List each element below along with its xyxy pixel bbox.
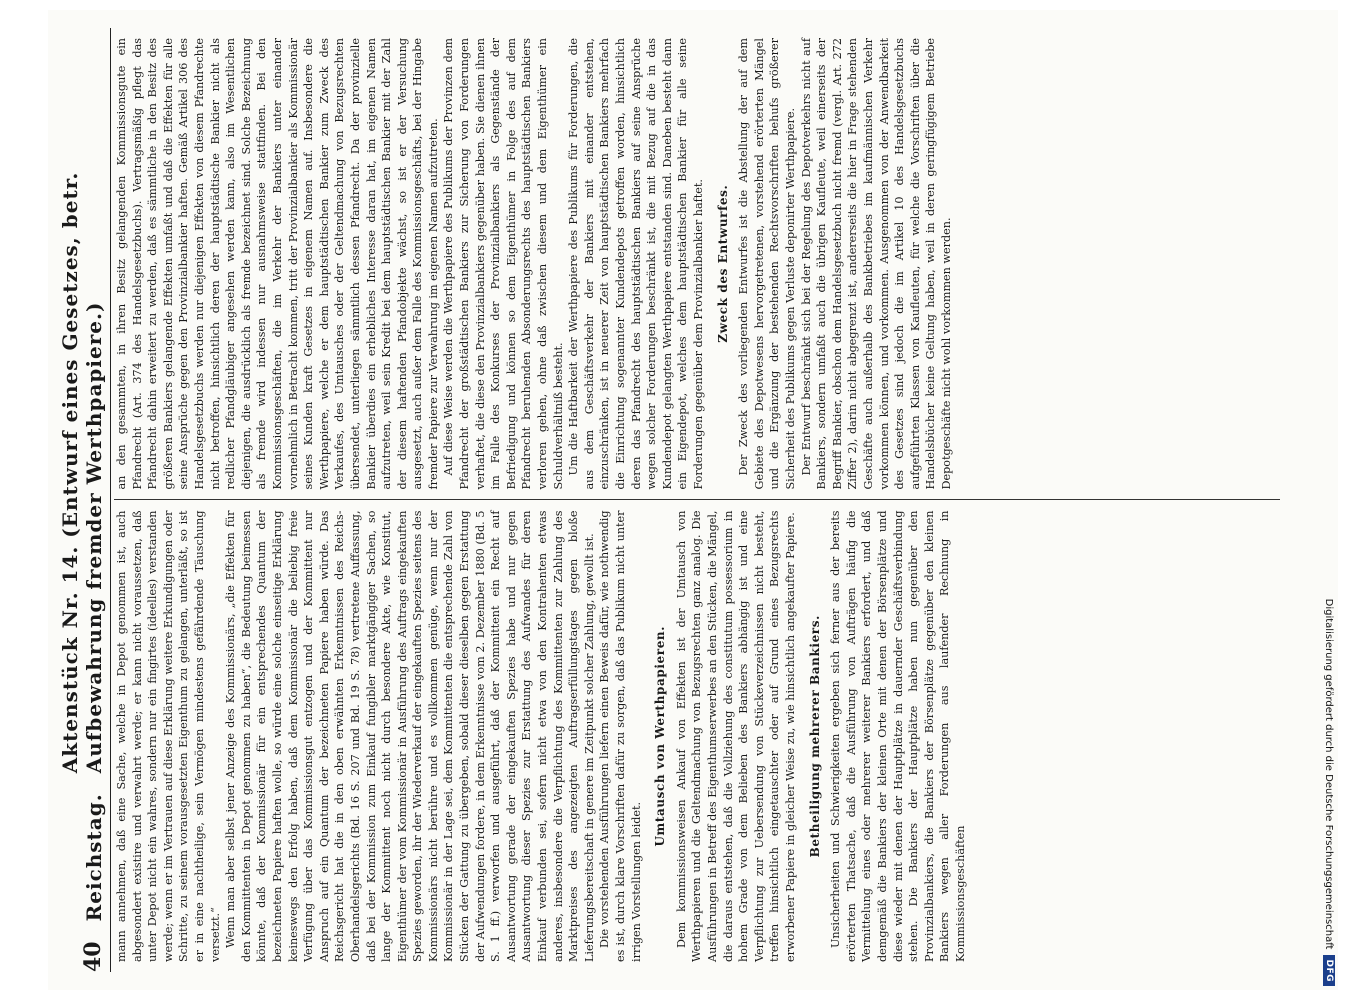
section-heading: Betheiligung mehrerer Bankiers. xyxy=(807,615,822,858)
page-header xyxy=(54,28,111,972)
document-title: Aktenstück Nr. 14. (Entwurf eines Gesetzes, betr. Aufbewahrung fremder Werthpapiere.) xyxy=(58,171,106,774)
paragraph: Die vorstehenden Ausführungen liefern einen Beweis dafür, wie nothwendig es ist, durch klare Vorschriften dafür zu sorgen, daß das Publikum nicht unter irrigen Vorstellungen leidet. xyxy=(598,510,643,962)
paragraph: Auf diese Weise werden die Werthpapiere des Publikums der Provinzen dem Pfandrecht der großstädtischen Bankiers zur Sicherung von Forderungen verhaftet, die diese den Provinzialbankiers gegenüber haben. Sie dienen ihnen im Falle des Konkurses der Provinzialbankiers als Gegenstände der Befriedigung und können so dem Eigenthümer in Folge des auf dem Pfandrecht beruhenden Absonderungsrechts des hauptstädtischen Bankiers verloren gehen, ohne daß zwischen diesem und dem Eigenthümer ein Schuldverhältniß besteht. xyxy=(442,38,565,490)
paragraph: mann annehmen, daß eine Sache, welche in Depot genommen ist, auch abgesondert existire und verwahrt werde; er kann nicht voraussetzen, daß unter Depot nicht ein wahres, sondern nur ein fingirtes (ideelles) verstanden werde; wenn er im Vertrauen auf diese Erklärung weitere Erkundigungen oder Schritte, zu seinem vorausgesetzten Eigenthum zu gelangen, unterläßt, so ist er in eine nachtheilige, sein Vermögen mindestens gefährdende Täuschung versetzt.“ xyxy=(115,510,222,962)
page-number: 40 xyxy=(80,941,106,972)
section-heading: Umtausch von Werthpapieren. xyxy=(653,625,668,847)
right-column xyxy=(114,28,1280,500)
paragraph: Dem kommissionsweisen Ankauf von Effekten ist der Umtausch von Werthpapieren und die Geltendmachung von Bezugsrechten ganz analog. Die Ausführungen in Betreff des Eigenthumserwerbes an den Stücken, die Mängel, die daraus entstehen, daß die Vollziehung des constitutum possessorium in hohem Grade von dem Belieben des Bankiers abhängig ist und eine Verpflichtung zur Uebersendung von Stückeverzeichnissen nicht besteht, treffen hinsichtlich eingetauschter oder auf Grund eines Bezugsrechts erworbener Papiere in gleicher Weise zu, wie hinsichtlich angekaufter Papiere. xyxy=(674,510,797,962)
digitization-stamp xyxy=(1314,14,1344,986)
text-columns xyxy=(114,28,1280,972)
publication-name: Reichstag. xyxy=(82,793,106,922)
paragraph: Um die Haftbarkeit der Werthpapiere des Publikums für Forderungen, die aus dem Geschäftsverkehr der Bankiers mit einander entstehen, einzuschränken, ist in neuerer Zeit von hauptstädtischen Bankiers mehrfach die Einrichtung sogenannter Kundendepots getroffen worden, hinsichtlich deren das Pfandrecht des hauptstädtischen Bankiers auf seine Ansprüche wegen solcher Forderungen beschränkt ist, die mit Bezug auf die in das Kundendepot gelangten Werthpapiere entstanden sind. Daneben besteht dann ein Eigendepot, welches dem hauptstädtischen Bankier für alle seine Forderungen gegenüber dem Provinzialbankier haftet. xyxy=(567,38,705,490)
rotated-page-content xyxy=(48,10,1288,990)
digitization-stamp-content xyxy=(1314,14,1344,986)
paragraph: Wenn man aber selbst jener Anzeige des Kommissionärs, „die Effekten für den Kommittenten in Depot genommen zu haben“, die Bedeutung beimessen könnte, daß der Kommissionär für ein entsprechendes Quantum der bezeichneten Papiere haften wolle, so würde eine solche einseitige Erklärung keineswegs den Erfolg haben, daß dem Kommissionär die beliebig freie Verfügung über das Kommissionsgut entzogen und der Kommittent nur Anspruch auf ein Quantum der bezeichneten Papiere haben würde. Das Reichsgericht hat die in den oben erwähnten Erkenntnissen des Reichs-Oberhandelsgerichts (Bd. 16 S. 207 und Bd. 19 S. 78) vertretene Auffassung, daß bei der Kommission zum Einkauf fungibler marktgängiger Sachen, so lange der Kommittent noch nicht durch besondere Akte, wie Konstitut, Eigenthümer der vom Kommissionär in Ausführung des Auftrags eingekauften Spezies geworden, ihr der Wiederverkauf der eingekauften Spezies seitens des Kommissionärs nicht berühre und es vollkommen genüge, wenn nur der Kommissionär in der Lage sei, dem Kommittenten die entsprechende Zahl von Stücken der Gattung zu übergeben, sobald dieser dieselben gegen Erstattung der Aufwendungen fordere, in dem Erkenntnisse vom 2. Dezember 1880 (Bd. 5 S. 1 ff.) verworfen und ausgeführt, daß der Kommittent ein Recht auf Ausantwortung gerade der eingekauften Spezies habe und nur gegen Ausantwortung dieser Spezies zur Erstattung des Aufwandes für deren Einkauf verbunden sei, sofern nicht etwa von den Kontrahenten etwas anderes, insbesondere die Verpflichtung des Kommittenten zur Zahlung des Marktpreises des angezeigten Auftragserfüllungstages gegen bloße Lieferungsbereitschaft in genere im Zeitpunkt solcher Zahlung, gewollt ist. xyxy=(224,510,596,962)
scanned-page xyxy=(48,10,1338,990)
paragraph: Unsicherheiten und Schwierigkeiten ergeben sich ferner aus der bereits erörterten Thatsache, daß die Ausführung von Aufträgen häufig die Vermittelung eines oder mehrerer weiterer Bankiers erfordert, und daß demgemäß die Bankiers der kleinen Orte mit denen der Börsenplätze und diese wieder mit denen der Hauptplätze in dauernder Geschäftsverbindung stehen. Die Bankiers der Hauptplätze haben nun gegenüber den Provinzialbankiers, die Bankiers der Börsenplätze gegenüber den kleinen Bankiers wegen aller Forderungen aus laufender Rechnung in Kommissionsgeschäften xyxy=(829,510,967,962)
paragraph: an den gesammten, in ihren Besitz gelangenden Kommissionsgute ein Pfandrecht (Art. 374 des Handelsgesetzbuchs). Vertragsmäßig pflegt das Pfandrecht dahin erweitert zu werden, daß es sämmtliche in den Besitz des größeren Bankiers gelangende Effekten umfaßt und daß die Effekten für alle seine Ansprüche gegen den Provinzialbankier haften. Gemäß Artikel 306 des Handelsgesetzbuchs werden nur diejenigen Effekten von diesem Pfandrechte nicht betroffen, hinsichtlich deren der hauptstädtische Bankier nicht als redlicher Pfandgläubiger angesehen werden kann, also im Wesentlichen diejenigen, die ausdrücklich als fremde bezeichnet sind. Solche Bezeichnung als fremde wird indessen nur ausnahmsweise stattfinden. Bei den Kommissionsgeschäften, die im Verkehr der Bankiers unter einander vornehmlich in Betracht kommen, tritt der Provinzialbankier als Kommissionär seines Kunden kraft Gesetzes in eigenem Namen auf. Insbesondere die Werthpapiere, welche er dem hauptstädtischen Bankier zum Zweck des Verkaufes, des Umtausches oder der Geltendmachung von Bezugsrechten übersendet, unterliegen sämmtlich dessen Pfandrecht. Da der provinzielle Bankier überdies ein erhebliches Interesse daran hat, im eigenen Namen aufzutreten, weil sein Kredit bei dem hauptstädtischen Bankier mit der Zahl der diesem haftenden Pfandobjekte wächst, so ist er der Versuchung ausgesetzt, auch außer dem Falle des Kommissionsgeschäfts, bei der Hingabe fremder Papiere zur Verwahrung im eigenen Namen aufzutreten. xyxy=(115,38,440,490)
left-column xyxy=(114,500,1280,973)
dfg-logo: DFG xyxy=(1323,955,1335,986)
section-heading: Zweck des Entwurfes. xyxy=(715,184,730,343)
paragraph: Der Entwurf beschränkt sich bei der Regelung des Depotverkehrs nicht auf Bankiers, sondern umfaßt auch die übrigen Kaufleute, weil einerseits der Begriff Bankier, obschon dem Handelsgesetzbuch nicht fremd (vergl. Art. 272 Ziffer 2), darin nicht abgegrenzt ist, andererseits die hier in Frage stehenden Geschäfte auch außerhalb des Bankbetriebes im kaufmännischen Verkehr vorkommen können, und vorkommen. Ausgenommen von der Anwendbarkeit des Gesetzes sind jedoch die im Artikel 10 des Handelsgesetzbuchs aufgeführten Klassen von Kaufleuten, für welche die Vorschriften über die Handelsbücher keine Geltung haben, weil in deren geringfügigem Betriebe Depotgeschäfte nicht wohl vorkommen werden. xyxy=(799,38,953,490)
digitization-note: Digitalisierung gefördert durch die Deutsche Forschungsgemeinschaft xyxy=(1323,598,1335,950)
paragraph: Der Zweck des vorliegenden Entwurfes ist die Abstellung der auf dem Gebiete des Depotwesens hervorgetretenen, vorstehend erörterten Mängel und die Ergänzung der bestehenden Rechtsvorschriften behufs größerer Sicherheit des Publikums gegen Verluste deponirter Werthpapiere. xyxy=(737,38,797,490)
